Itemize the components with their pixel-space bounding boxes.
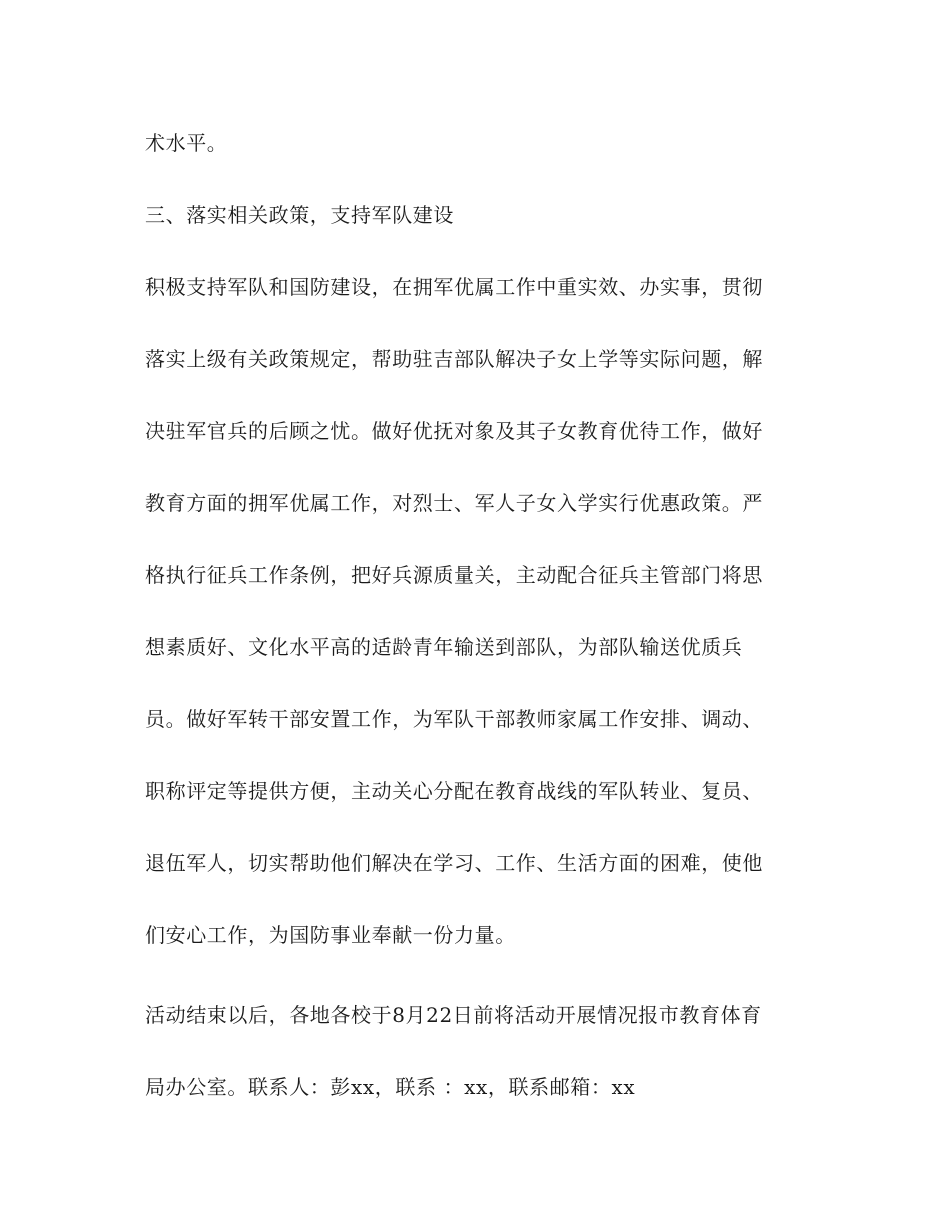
contact-line: 局办公室。联系人：彭xx，联系 ：xx，联系邮箱：xx: [145, 1075, 636, 1099]
text-line: 落实上级有关政策规定，帮助驻吉部队解决子女上学等实际问题，解: [145, 347, 763, 371]
text-line: 术水平。: [145, 131, 228, 155]
text-line: 活动结束以后，各地各校于8月22日前将活动开展情况报市教育体育: [145, 1003, 762, 1027]
text-line: 积极支持军队和国防建设，在拥军优属工作中重实效、办实事，贯彻: [145, 275, 763, 299]
text-line: 教育方面的拥军优属工作，对烈士、军人子女入学实行优惠政策。严: [145, 491, 763, 515]
text-line: 员。做好军转干部安置工作，为军队干部教师家属工作安排、调动、: [145, 707, 763, 731]
section-heading: 三、落实相关政策，支持军队建设: [145, 203, 454, 227]
text-line: 决驻军官兵的后顾之忧。做好优抚对象及其子女教育优待工作，做好: [145, 419, 763, 443]
text-line: 想素质好、文化水平高的适龄青年输送到部队，为部队输送优质兵: [145, 635, 743, 659]
text-line: 退伍军人，切实帮助他们解决在学习、工作、生活方面的困难，使他: [145, 851, 763, 875]
text-line: 们安心工作，为国防事业奉献一份力量。: [145, 923, 516, 947]
text-line: 格执行征兵工作条例，把好兵源质量关，主动配合征兵主管部门将思: [145, 563, 763, 587]
text-line: 职称评定等提供方便，主动关心分配在教育战线的军队转业、复员、: [145, 779, 763, 803]
